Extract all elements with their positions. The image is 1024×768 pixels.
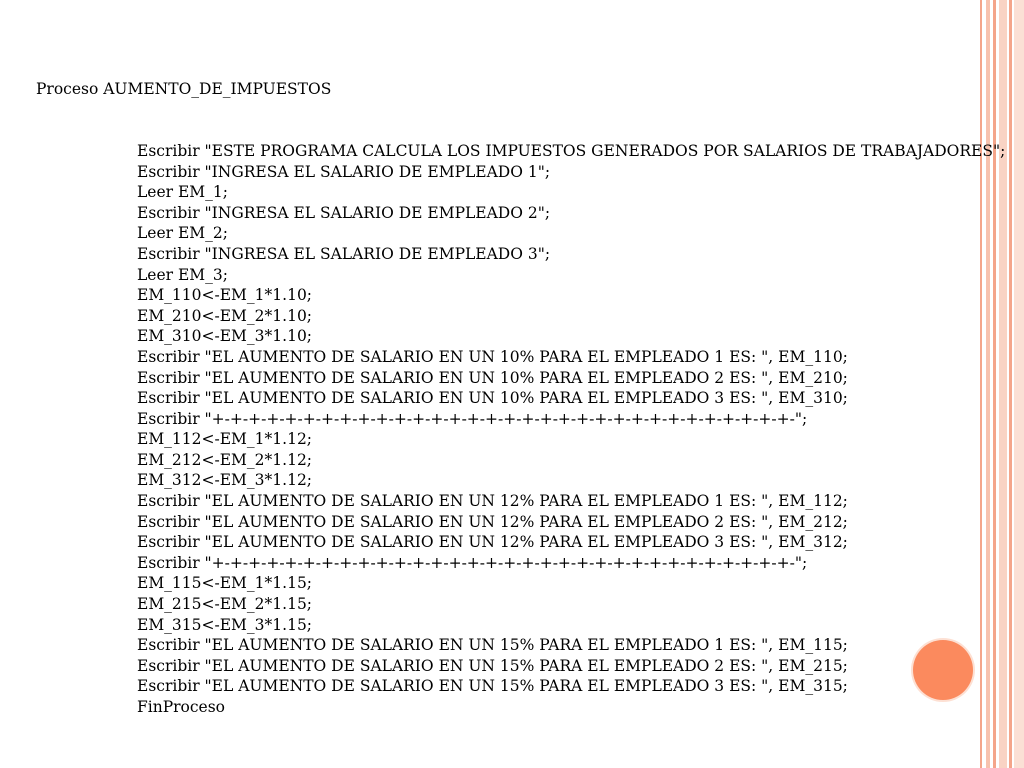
code-line: EM_212<-EM_2*1.12;: [137, 450, 313, 469]
pseudocode-block: [36, 38, 1024, 759]
code-line: Escribir "EL AUMENTO DE SALARIO EN UN 10% PARA EL EMPLEADO 2 ES: ", EM_210;: [137, 368, 848, 387]
code-line: Escribir "INGRESA EL SALARIO DE EMPLEADO 1";: [137, 162, 551, 181]
code-line: Escribir "EL AUMENTO DE SALARIO EN UN 10% PARA EL EMPLEADO 1 ES: ", EM_110;: [137, 347, 848, 366]
code-line: Escribir "EL AUMENTO DE SALARIO EN UN 15% PARA EL EMPLEADO 1 ES: ", EM_115;: [137, 636, 848, 655]
code-line: EM_110<-EM_1*1.10;: [137, 286, 313, 305]
code-line: EM_310<-EM_3*1.10;: [137, 327, 313, 346]
code-line: EM_312<-EM_3*1.12;: [137, 471, 313, 490]
decorative-circle: [913, 640, 973, 700]
code-line: Escribir "EL AUMENTO DE SALARIO EN UN 12% PARA EL EMPLEADO 3 ES: ", EM_312;: [137, 533, 848, 552]
code-line: Escribir "+-+-+-+-+-+-+-+-+-+-+-+-+-+-+-+-+-+-+-+-+-+-+-+-+-+-+-+-+-+-+-+-";: [137, 553, 808, 572]
code-line: Escribir "+-+-+-+-+-+-+-+-+-+-+-+-+-+-+-+-+-+-+-+-+-+-+-+-+-+-+-+-+-+-+-+-";: [137, 409, 808, 428]
code-header: Proceso AUMENTO_DE_IMPUESTOS: [36, 80, 332, 99]
code-line: EM_112<-EM_1*1.12;: [137, 430, 313, 449]
code-line: Leer EM_1;: [137, 183, 228, 202]
code-line: Escribir "EL AUMENTO DE SALARIO EN UN 15% PARA EL EMPLEADO 2 ES: ", EM_215;: [137, 656, 848, 675]
code-line: Escribir "INGRESA EL SALARIO DE EMPLEADO 2";: [137, 203, 551, 222]
code-line: Escribir "EL AUMENTO DE SALARIO EN UN 12% PARA EL EMPLEADO 2 ES: ", EM_212;: [137, 512, 848, 531]
code-line: EM_115<-EM_1*1.15;: [137, 574, 313, 593]
code-line: Escribir "INGRESA EL SALARIO DE EMPLEADO 3";: [137, 244, 551, 263]
code-lines: [36, 141, 1024, 718]
code-line: Escribir "EL AUMENTO DE SALARIO EN UN 12% PARA EL EMPLEADO 1 ES: ", EM_112;: [137, 492, 848, 511]
code-line: EM_210<-EM_2*1.10;: [137, 306, 313, 325]
code-line: FinProceso: [137, 698, 226, 716]
code-line: Escribir "EL AUMENTO DE SALARIO EN UN 10% PARA EL EMPLEADO 3 ES: ", EM_310;: [137, 389, 848, 408]
code-line: Leer EM_2;: [137, 224, 228, 243]
code-line: Escribir "ESTE PROGRAMA CALCULA LOS IMPUESTOS GENERADOS POR SALARIOS DE TRABAJADORES";: [137, 141, 1006, 160]
code-line: EM_215<-EM_2*1.15;: [137, 595, 313, 614]
code-line: Leer EM_3;: [137, 265, 228, 284]
code-line: Escribir "EL AUMENTO DE SALARIO EN UN 15% PARA EL EMPLEADO 3 ES: ", EM_315;: [137, 677, 848, 696]
code-line: EM_315<-EM_3*1.15;: [137, 615, 313, 634]
